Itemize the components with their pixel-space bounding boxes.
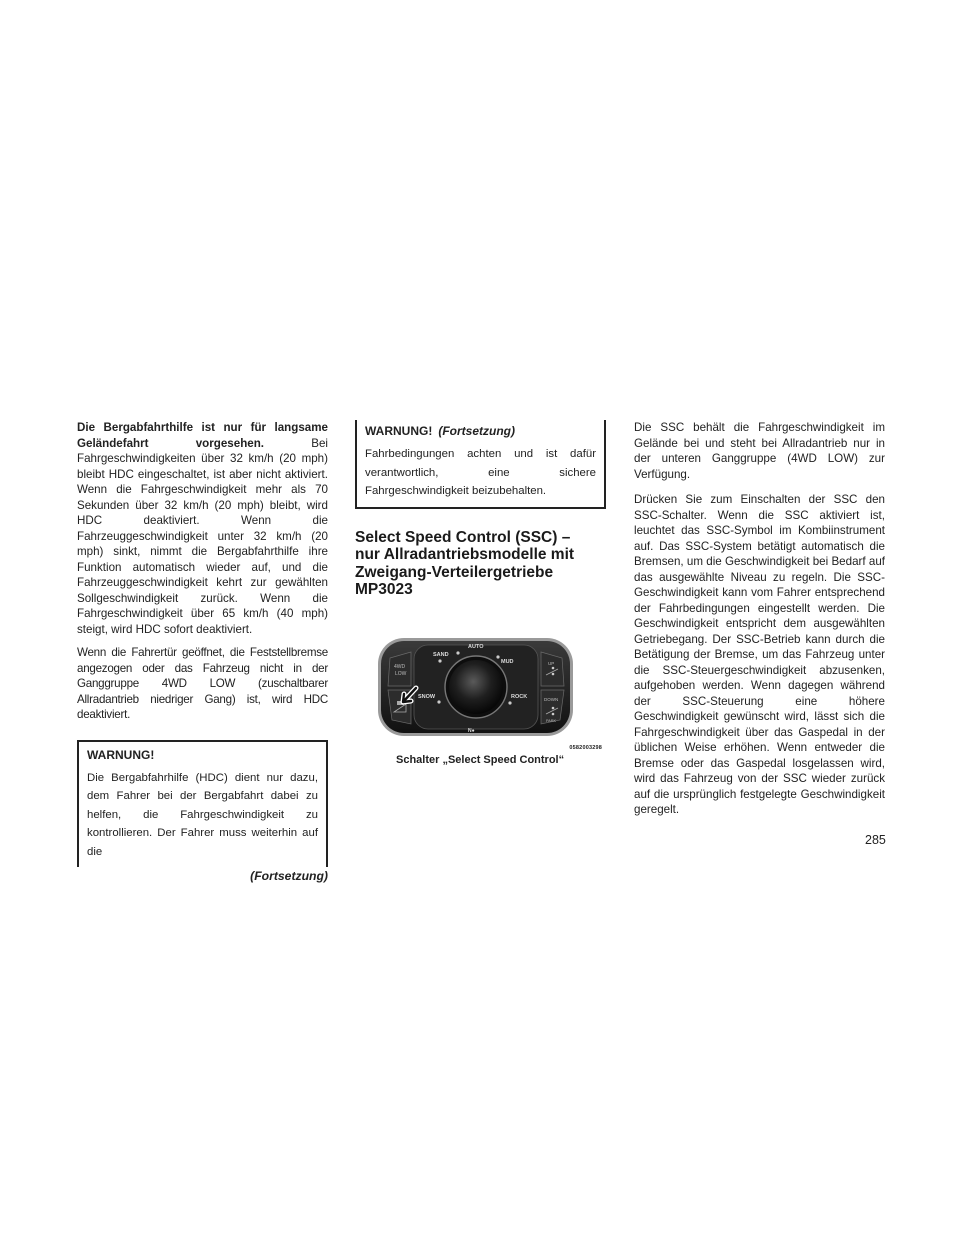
heading-line-2: nur Allradantriebsmodelle mit [355,546,575,564]
hdc-deactivation-paragraph: Wenn die Fahrertür geöffnet, die Feststellbremse angezogen oder das Fahrzeug nicht in der Ganggruppe 4WD LOW (zuschaltbarer Allradantrieb niedriger Gang) ist, wird HDC deaktiviert. [77,646,328,721]
warning-box-continued [355,420,606,509]
neutral-label: N● [468,727,475,734]
heading-line-3: Zweigang-Verteilergetriebe MP3023 [355,563,554,599]
warning-title: WARNUNG! [87,747,155,762]
warning-continued-label: (Fortsetzung) [438,424,515,438]
ssc-switch-figure [355,626,604,770]
up-label: UP [548,660,555,666]
low-label: LOW [395,670,407,677]
warning-title-continued [365,424,596,439]
heading-line-1: Select Speed Control (SSC) – [355,528,571,546]
warning-box [77,740,328,868]
warning-text-continued: Fahrbedingungen achten und ist dafür verantwortlich, eine sichere Fahrgeschwindigkeit beizubehalten. [365,448,596,498]
middle-column [355,420,606,770]
hdc-lead-text: Bei Fahrgeschwindigkeiten über 32 km/h (20 mph) bleibt HDC eingeschaltet, ist aber nicht aktiviert. Wenn die Fahrgeschwindigkeit mehr als 70 Sekunden über 32 km/h (20 mph) bleibt, wird HDC deaktiviert. Wenn die Fahrzeuggeschwindigkeit unter 32 km/h (20 mph) sinkt, nimmt die Bergabfahrthilfe ihre Funktion automatisch wieder auf, und die Fahrzeuggeschwindigkeit kehrt zur gewählten Sollgeschwindigkeit zurück. Wenn die Fahrgeschwindigkeit über 65 km/h (40 mph) steigt, wird HDC sofort deaktiviert. [77,436,329,636]
auto-label: AUTO [468,643,484,650]
figure-caption: Schalter „Select Speed Control“ [396,753,565,766]
section-heading [355,529,606,599]
mud-label: MUD [501,658,514,665]
ssc-operation-paragraph: Drücken Sie zum Einschalten der SSC den SSC-Schalter. Wenn die SSC aktiviert ist, leuchtet das SSC-Symbol im Kombiinstrument auf. Das SSC-System betätigt automatisch die Bremsen, um die Geschwindigkeit bei Bedarf auf das ausgewählte Niveau zu regeln. Die SSC-Geschwindigkeit kann vom Fahrer entsprechend der Fahrbedingungen eingestellt werden. Die Geschwindigkeit entspricht dem ausgewählten Getriebegang. Der SSC-Betrieb kann durch die Betätigung der Bremse, um das Fahrzeug unter die SSC-Steuergeschwindigkeit abzusenken, aufgehoben werden. Wenn dagegen während der SSC-Steuerung eine höhere Geschwindigkeit gewünscht wird, lässt sich die Fahrgeschwindigkeit über das Gaspedal in der üblichen Weise erhöhen. Wenn entweder die Bremse oder das Gaspedal losgelassen wird, wird das Fahrzeug von der SSC wieder zurück auf die ursprünglich festgelegte Geschwindigkeit geregelt. [634,493,885,816]
right-column [634,420,885,818]
left-column [77,420,328,883]
down-label: DOWN [544,696,559,702]
warning-title-label: WARNUNG! [365,424,433,438]
snow-label: SNOW [418,693,436,700]
sand-label: SAND [433,651,449,658]
hdc-lead-bold: Die Bergabfahrthilfe ist nur für langsame Geländefahrt vorgesehen. [77,421,328,450]
rock-label: ROCK [511,693,528,700]
continued-label: (Fortsetzung) [250,869,328,884]
warning-text: Die Bergabfahrhilfe (HDC) dient nur dazu, dem Fahrer bei der Bergabfahrt dabei zu helfen, die Fahrgeschwindigkeit zu kontrollieren. Der Fahrer muss weiterhin auf die [87,771,318,858]
park-label: PARK [546,718,557,723]
ssc-switch-panel-image [370,628,581,746]
4wd-label: 4WD [394,663,406,670]
hdc-paragraph [77,420,328,637]
page-number: 285 [865,833,886,847]
figure-code: 0582003298 [569,744,602,751]
ssc-intro-paragraph: Die SSC behält die Fahrgeschwindigkeit im Gelände bei und steht bei Allradantrieb nur in der unteren Ganggruppe (4WD LOW) zur Verfügung. [634,421,885,481]
